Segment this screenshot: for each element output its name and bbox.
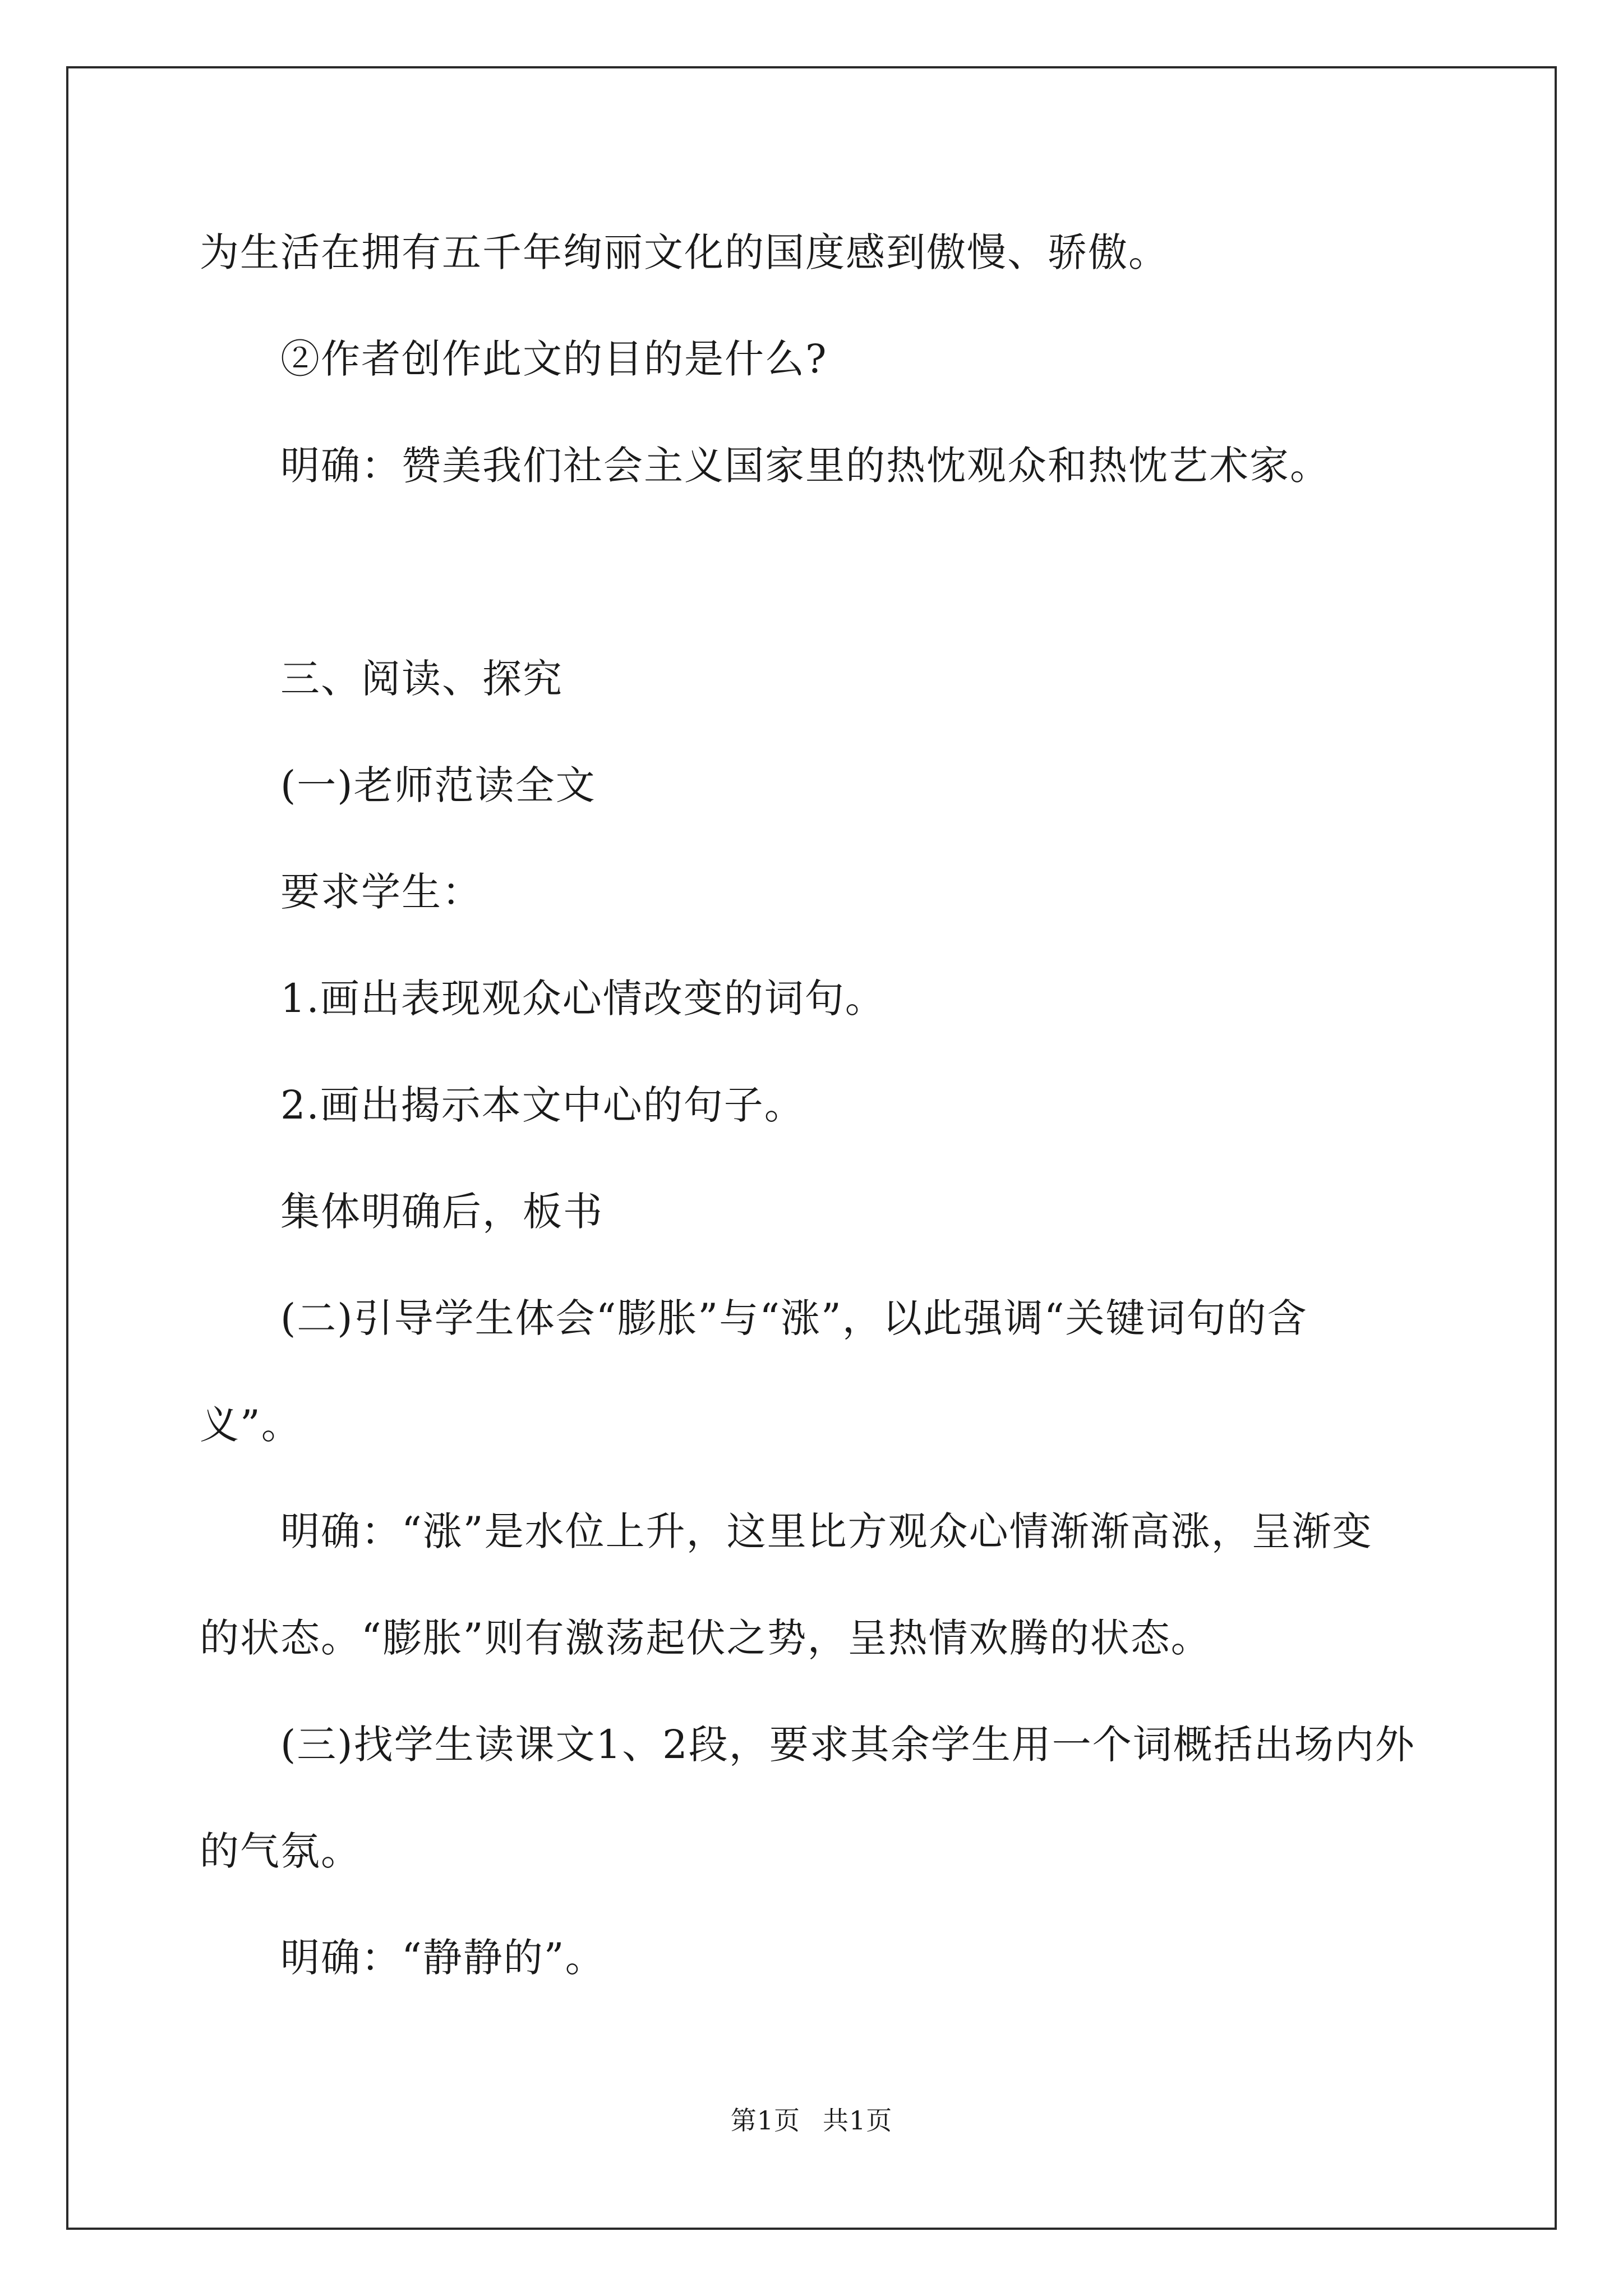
paragraph-line: (二)引导学生体会“膨胀”与“涨”，以此强调“关键词句的含 [280, 1295, 1308, 1341]
paragraph-line: 明确：“涨”是水位上升，这里比方观众心情渐渐高涨，呈渐变 [280, 1508, 1373, 1554]
section-heading: 三、阅读、探究 [280, 656, 563, 702]
list-item: 2.画出揭示本文中心的句子。 [280, 1082, 805, 1128]
paragraph-line: (三)找学生读课文1、2段，要求其余学生用一个词概括出场内外 [280, 1722, 1415, 1768]
page-footer [0, 2104, 1623, 2137]
paragraph-line: 明确：赞美我们社会主义国家里的热忱观众和热忱艺术家。 [280, 443, 1330, 489]
page-number: 第1页 [730, 2105, 800, 2136]
paragraph-line: 义”。 [200, 1402, 302, 1448]
paragraph-line: 要求学生： [280, 869, 482, 915]
paragraph-line: ②作者创作此文的目的是什么? [280, 336, 828, 382]
paragraph-line: 的气氛。 [200, 1828, 361, 1874]
page-total: 共1页 [823, 2105, 893, 2136]
page-border [66, 66, 1557, 2230]
paragraph-line: 为生活在拥有五千年绚丽文化的国度感到傲慢、骄傲。 [200, 229, 1169, 275]
paragraph-line: (一)老师范读全文 [280, 762, 596, 808]
paragraph-line: 明确：“静静的”。 [280, 1935, 606, 1981]
paragraph-line: 的状态。“膨胀”则有激荡起伏之势，呈热情欢腾的状态。 [200, 1615, 1211, 1661]
list-item: 1.画出表现观众心情改变的词句。 [280, 976, 886, 1022]
paragraph-line: 集体明确后，板书 [280, 1189, 603, 1235]
